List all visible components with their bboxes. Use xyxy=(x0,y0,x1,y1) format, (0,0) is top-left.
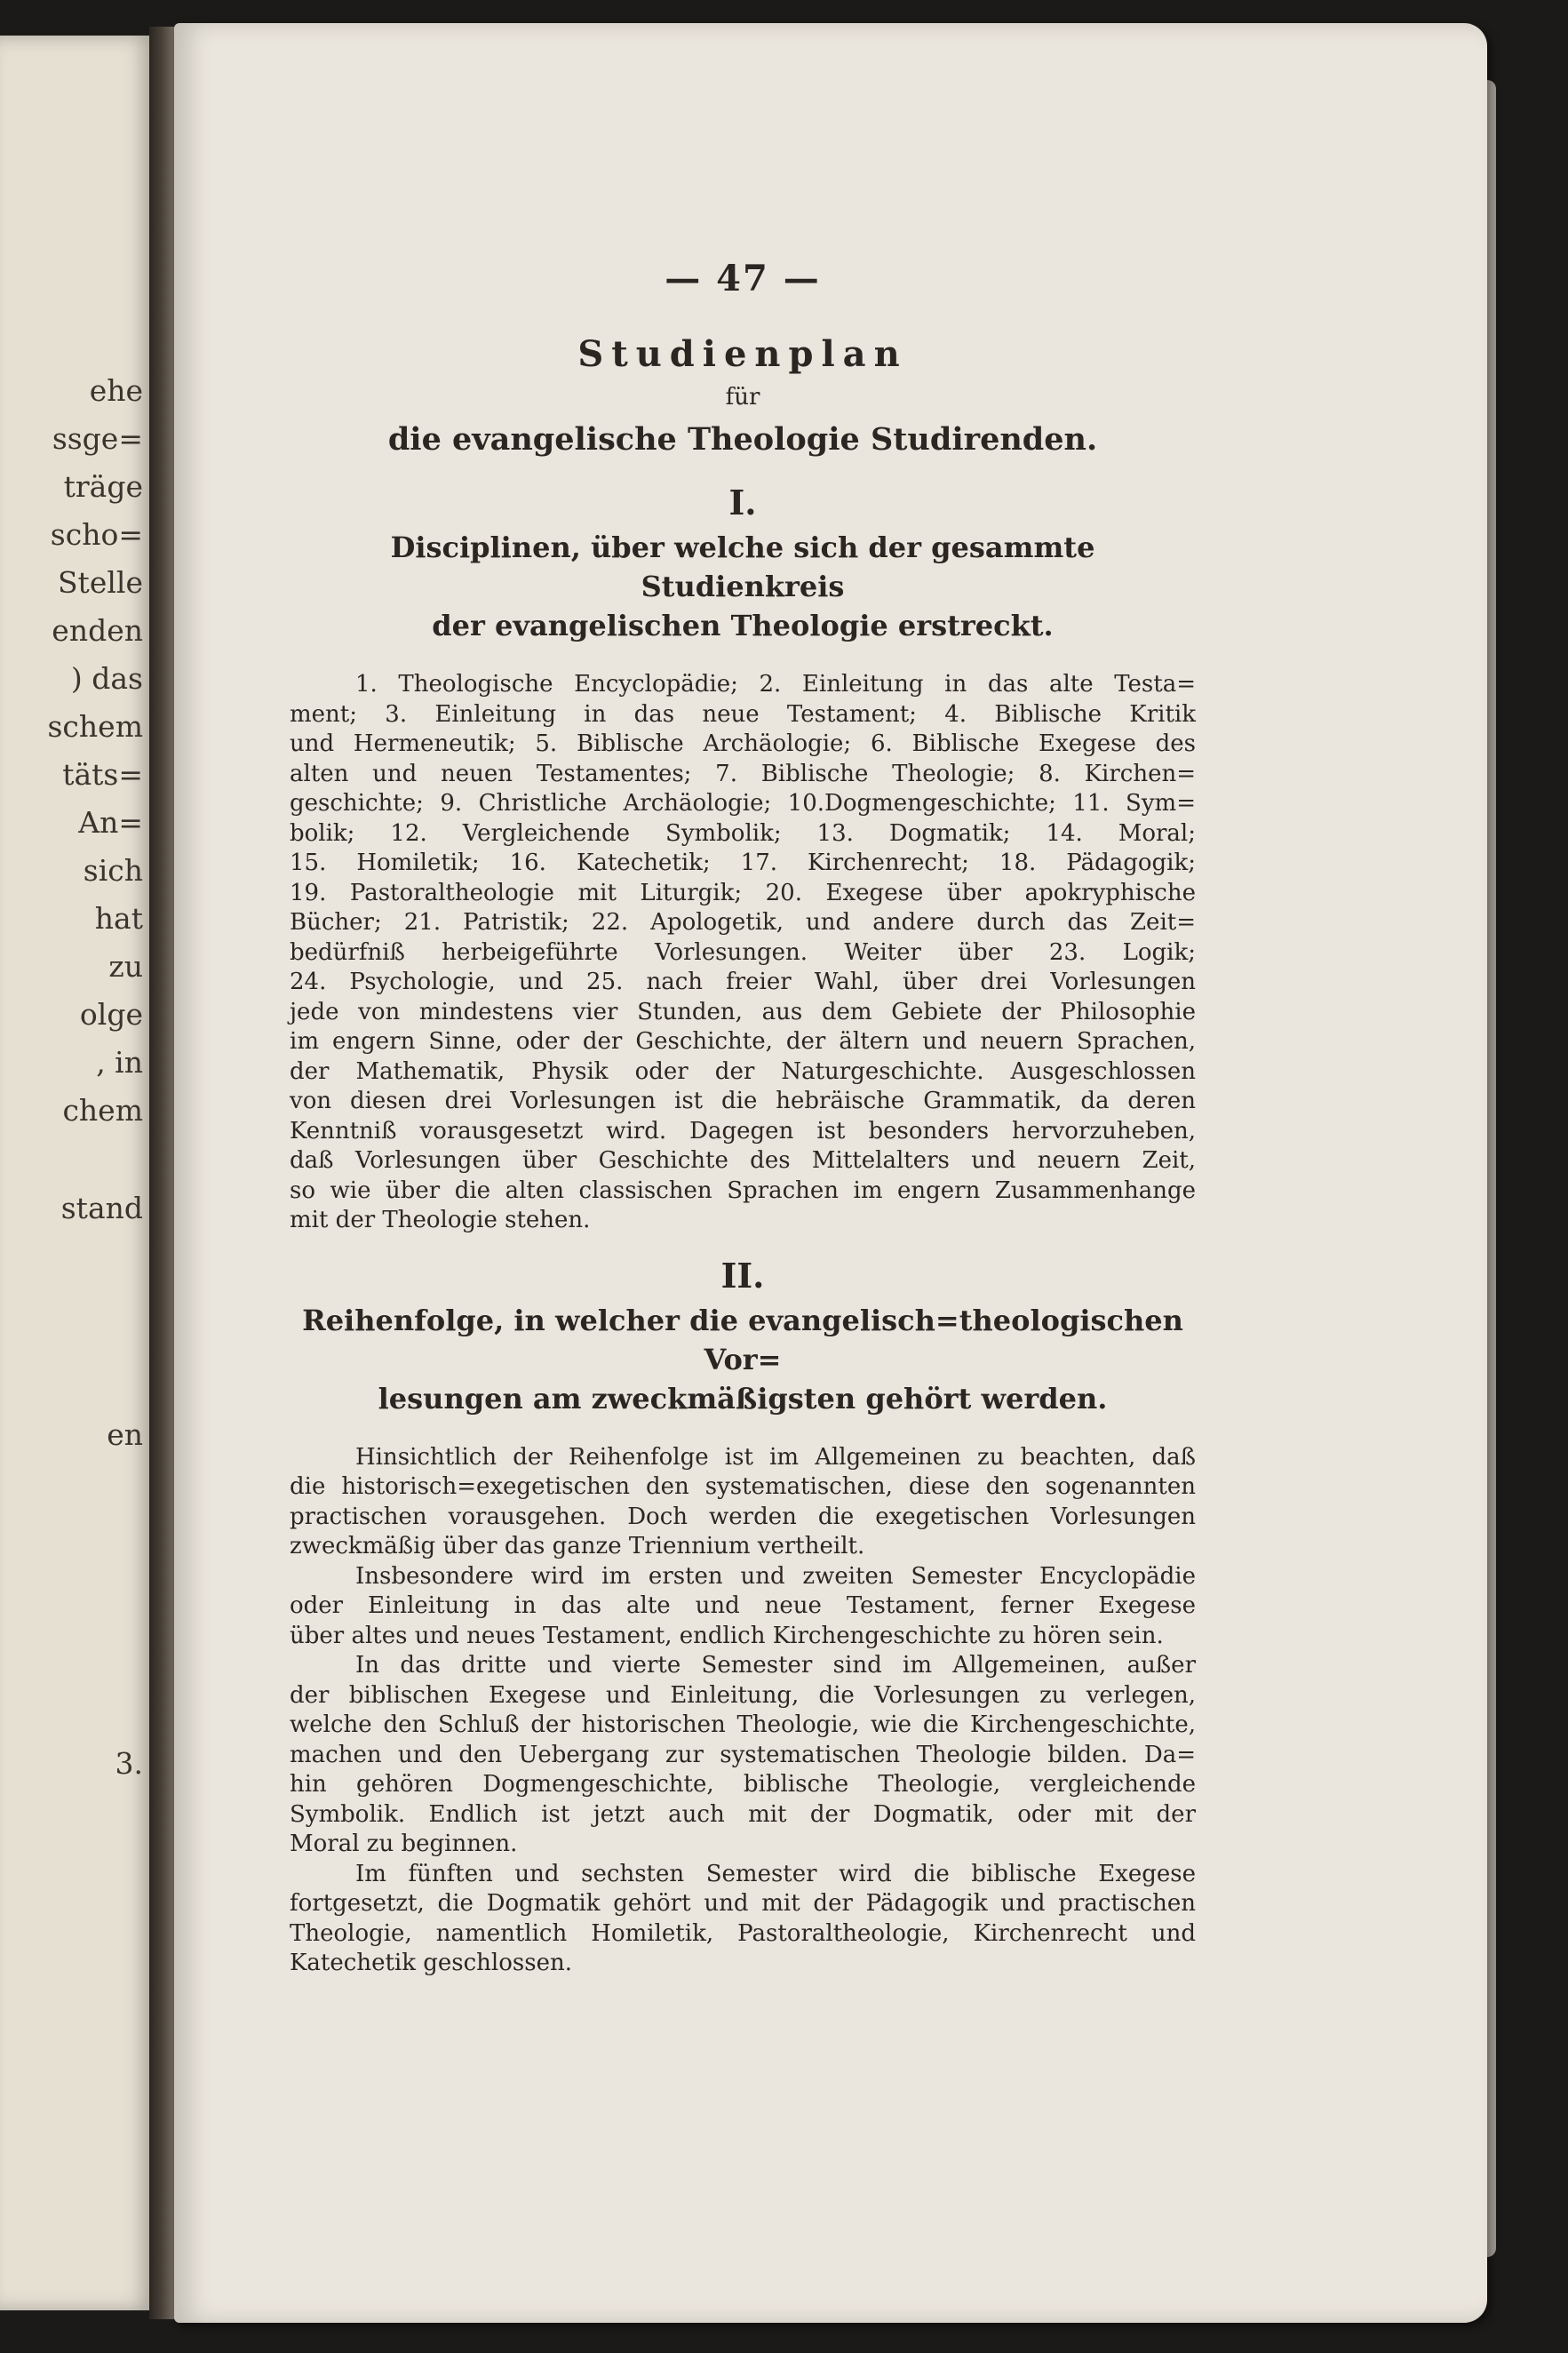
previous-page-fragment: ) das xyxy=(70,661,143,696)
previous-page-fragment: chem xyxy=(62,1093,143,1128)
text-line: Moral zu beginnen. xyxy=(290,1831,518,1857)
previous-page-fragment: en xyxy=(107,1417,143,1452)
previous-page-fragment: stand xyxy=(60,1191,143,1225)
text-line: bedürfniß herbeigeführte Vorlesungen. Weiter über 23. Logik; xyxy=(290,938,1196,966)
paragraph xyxy=(290,1562,1196,1652)
section-heading-line: Reihenfolge, in welcher die evangelisch=theologischen Vor= xyxy=(302,1303,1183,1376)
text-line: zweckmäßig über das ganze Triennium vertheilt. xyxy=(290,1533,865,1559)
text-line: bolik; 12. Vergleichende Symbolik; 13. Dogmatik; 14. Moral; xyxy=(290,819,1196,847)
order-text xyxy=(290,1443,1196,1979)
text-line: im engern Sinne, oder der Geschichte, der ältern und neuern Sprachen, xyxy=(290,1028,1196,1055)
text-line: von diesen drei Vorlesungen ist die hebräische Grammatik, da deren xyxy=(290,1088,1196,1114)
text-line: 1. Theologische Encyclopädie; 2. Einleitung in das alte Testa= xyxy=(355,671,1196,698)
text-line: und Hermeneutik; 5. Biblische Archäologie; 6. Biblische Exegese des xyxy=(290,730,1196,757)
text-line: Katechetik geschlossen. xyxy=(290,1950,572,1976)
text-line: 24. Psychologie, und 25. nach freier Wahl, über drei Vorlesungen xyxy=(290,969,1196,995)
text-line: so wie über die alten classischen Sprachen im engern Zusammenhange xyxy=(290,1176,1196,1204)
section-heading-line: lesungen am zweckmäßigsten gehört werden. xyxy=(378,1381,1108,1416)
page-content xyxy=(290,258,1196,1979)
previous-page-fragment: 3. xyxy=(115,1746,143,1781)
section-order xyxy=(290,1256,1196,1979)
previous-page-fragment: täts= xyxy=(62,757,143,792)
section-disciplines xyxy=(290,483,1196,1236)
text-line: In das dritte und vierte Semester sind im Allgemeinen, außer xyxy=(355,1652,1196,1679)
previous-page-fragment: zu xyxy=(108,949,143,984)
text-line: Bücher; 21. Patristik; 22. Apologetik, und andere durch das Zeit= xyxy=(290,909,1196,936)
section-heading xyxy=(290,528,1196,645)
text-line: hin gehören Dogmengeschichte, biblische Theologie, vergleichende xyxy=(290,1771,1196,1798)
previous-page-fragment: träge xyxy=(63,469,143,504)
text-line: über altes und neues Testament, endlich Kirchengeschichte zu hören sein. xyxy=(290,1622,1164,1649)
text-line: oder Einleitung in das alte und neue Testament, ferner Exegese xyxy=(290,1592,1196,1619)
text-line: mit der Theologie stehen. xyxy=(290,1207,591,1233)
page-title: Studienplan xyxy=(577,333,908,375)
text-line: Insbesondere wird im ersten und zweiten Semester Encyclopädie xyxy=(355,1562,1196,1590)
page-number: — 47 — xyxy=(665,258,821,299)
paragraph xyxy=(290,1443,1196,1562)
text-line: Theologie, namentlich Homiletik, Pastoraltheologie, Kirchenrecht und xyxy=(290,1919,1196,1947)
text-line: der Mathematik, Physik oder der Naturgeschichte. Ausgeschlossen xyxy=(290,1057,1196,1085)
section-heading xyxy=(290,1301,1196,1418)
subtitle-fuer: für xyxy=(725,384,760,411)
text-line: practischen vorausgehen. Doch werden die exegetischen Vorlesungen xyxy=(290,1503,1196,1530)
section-numeral: I. xyxy=(728,483,757,522)
text-line: welche den Schluß der historischen Theologie, wie die Kirchengeschichte, xyxy=(290,1711,1196,1738)
text-line: daß Vorlesungen über Geschichte des Mittelalters und neuern Zeit, xyxy=(290,1147,1196,1174)
text-line: Kenntniß vorausgesetzt wird. Dagegen ist besonders hervorzuheben, xyxy=(290,1117,1196,1145)
previous-page-edge xyxy=(0,36,155,2310)
previous-page-fragment: schem xyxy=(47,709,143,744)
text-line: 19. Pastoraltheologie mit Liturgik; 20. Exegese über apokryphische xyxy=(290,879,1196,906)
previous-page-fragment: Stelle xyxy=(57,565,143,600)
section-heading-line: der evangelischen Theologie erstreckt. xyxy=(432,609,1054,642)
text-line: ment; 3. Einleitung in das neue Testament; 4. Biblische Kritik xyxy=(290,700,1196,728)
previous-page-fragment: ehe xyxy=(89,373,143,408)
previous-page-fragment: enden xyxy=(52,613,143,648)
text-line: Hinsichtlich der Reihenfolge ist im Allgemeinen zu beachten, daß xyxy=(355,1443,1196,1471)
previous-page-fragment: An= xyxy=(78,805,143,840)
section-numeral: II. xyxy=(720,1255,765,1296)
audience-heading: die evangelische Theologie Studirenden. xyxy=(387,421,1098,458)
text-line: fortgesetzt, die Dogmatik gehört und mit der Pädagogik und practischen xyxy=(290,1890,1196,1917)
paragraph xyxy=(290,1651,1196,1860)
paragraph xyxy=(290,1860,1196,1979)
text-line: Im fünften und sechsten Semester wird die biblische Exegese xyxy=(355,1860,1196,1887)
text-line: jede von mindestens vier Stunden, aus dem Gebiete der Philosophie xyxy=(290,998,1196,1025)
previous-page-fragment: olge xyxy=(79,997,143,1032)
text-line: der biblischen Exegese und Einleitung, die Vorlesungen zu verlegen, xyxy=(290,1681,1196,1709)
text-line: machen und den Uebergang zur systematischen Theologie bilden. Da= xyxy=(290,1741,1196,1768)
text-line: geschichte; 9. Christliche Archäologie; 10.Dogmengeschichte; 11. Sym= xyxy=(290,790,1196,817)
previous-page-fragment: sich xyxy=(83,853,143,888)
section-heading-line: Disciplinen, über welche sich der gesammte Studienkreis xyxy=(390,530,1095,603)
previous-page-fragment: scho= xyxy=(50,517,143,552)
disciplines-paragraph xyxy=(290,670,1196,1236)
text-line: die historisch=exegetischen den systematischen, diese den sogenannten xyxy=(290,1473,1196,1500)
text-line: 15. Homiletik; 16. Katechetik; 17. Kirchenrecht; 18. Pädagogik; xyxy=(290,849,1196,876)
previous-page-fragment: hat xyxy=(94,901,143,936)
text-line: Symbolik. Endlich ist jetzt auch mit der Dogmatik, oder mit der xyxy=(290,1800,1196,1828)
previous-page-fragment: , in xyxy=(96,1045,143,1080)
text-line: alten und neuen Testamentes; 7. Biblische Theologie; 8. Kirchen= xyxy=(290,760,1196,787)
previous-page-fragment: ssge= xyxy=(52,421,143,456)
